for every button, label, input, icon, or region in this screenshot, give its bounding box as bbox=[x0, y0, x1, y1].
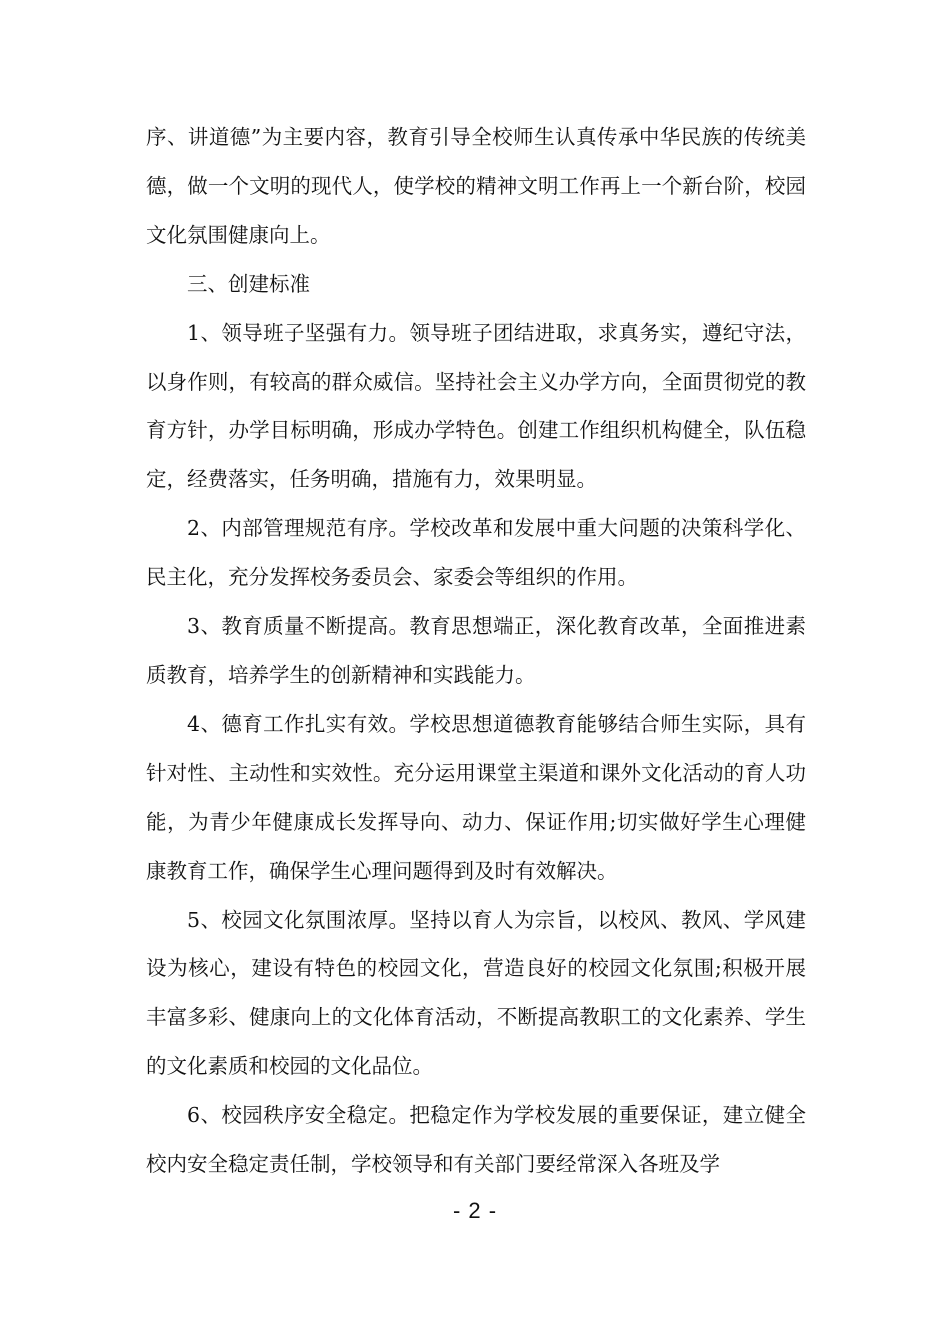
paragraph-item-6: 6、校园秩序安全稳定。把稳定作为学校发展的重要保证，建立健全校内安全稳定责任制，学校领导和有关部门要经常深入各班及学 bbox=[146, 1103, 806, 1177]
document-body bbox=[146, 113, 806, 1189]
paragraph-item-4: 4、德育工作扎实有效。学校思想道德教育能够结合师生实际，具有针对性、主动性和实效性。充分运用课堂主渠道和课外文化活动的育人功能，为青少年健康成长发挥导向、动力、保证作用;切实做好学生心理健康教育工作，确保学生心理问题得到及时有效解决。 bbox=[146, 711, 806, 883]
paragraph-item-1: 1、领导班子坚强有力。领导班子团结进取，求真务实，遵纪守法，以身作则，有较高的群众威信。坚持社会主义办学方向，全面贯彻党的教育方针，办学目标明确，形成办学特色。创建工作组织机构健全，队伍稳定，经费落实，任务明确，措施有力，效果明显。 bbox=[146, 320, 806, 492]
paragraph-item-5: 5、校园文化氛围浓厚。坚持以育人为宗旨，以校风、教风、学风建设为核心，建设有特色的校园文化，营造良好的校园文化氛围;积极开展丰富多彩、健康向上的文化体育活动，不断提高教职工的文化素养、学生的文化素质和校园的文化品位。 bbox=[146, 907, 806, 1079]
section-heading: 三、创建标准 bbox=[187, 271, 310, 296]
paragraph-intro-continuation: 序、讲道德”为主要内容，教育引导全校师生认真传承中华民族的传统美德，做一个文明的现代人，使学校的精神文明工作再上一个新台阶，校园文化氛围健康向上。 bbox=[146, 125, 806, 247]
page-number: - 2 - bbox=[452, 1198, 498, 1223]
paragraph-item-3: 3、教育质量不断提高。教育思想端正，深化教育改革，全面推进素质教育，培养学生的创新精神和实践能力。 bbox=[146, 614, 806, 687]
paragraph-item-2: 2、内部管理规范有序。学校改革和发展中重大问题的决策科学化、民主化，充分发挥校务委员会、家委会等组织的作用。 bbox=[146, 516, 806, 590]
